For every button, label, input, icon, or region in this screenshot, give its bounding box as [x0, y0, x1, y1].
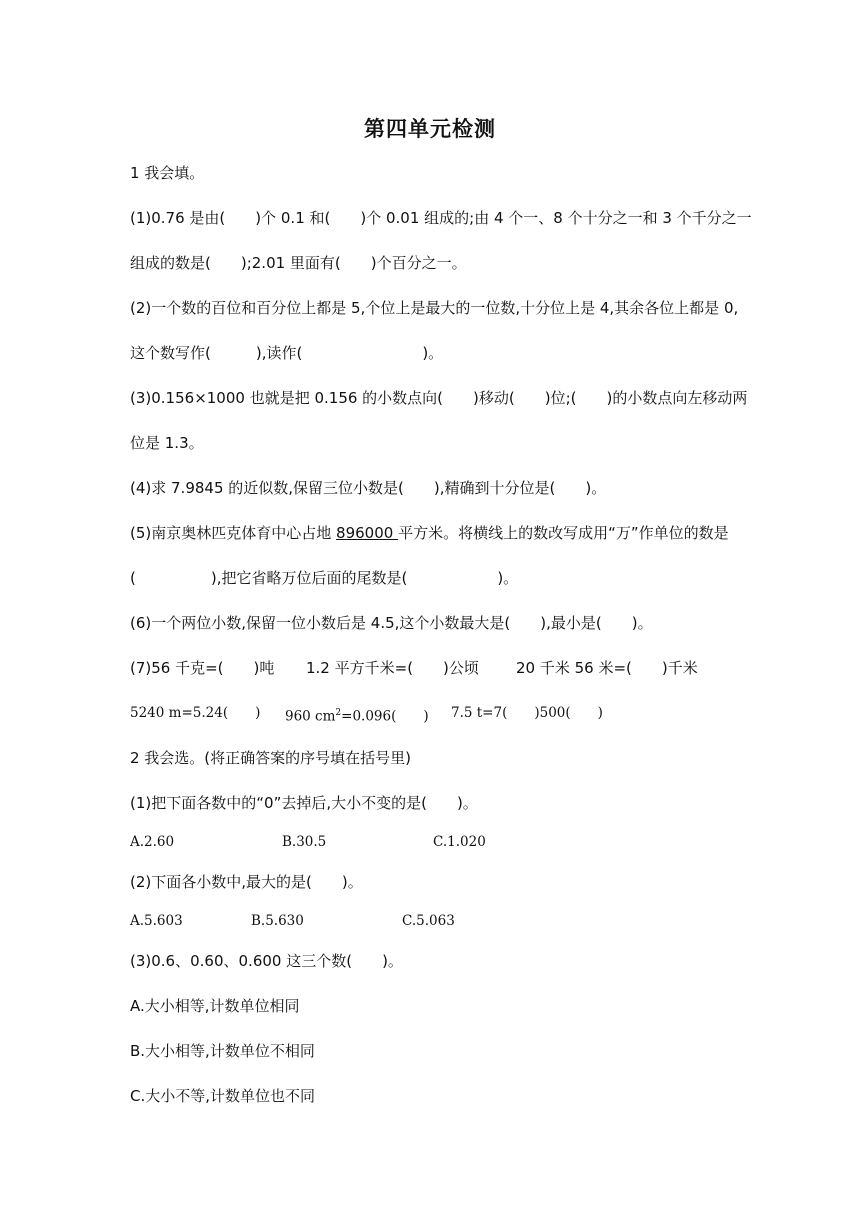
- s2-q1-option-a: A.2.60: [130, 834, 175, 850]
- q7-row2-item1: 5240 m=5.24( ): [130, 705, 261, 721]
- q7-row2-item2: [285, 703, 429, 727]
- section1-heading: 1 我会填。: [130, 164, 205, 182]
- q7-item1: (7)56 千克=( )吨: [130, 659, 275, 677]
- q5-underlined-number: 896000: [336, 524, 399, 542]
- s2-q2-option-a: A.5.603: [130, 913, 183, 929]
- q2-line2: 这个数写作( ),读作( )。: [130, 344, 444, 362]
- s2-q3: (3)0.6、0.60、0.600 这三个数( )。: [130, 952, 403, 970]
- q7-row2-item2-sup: 2: [335, 708, 342, 718]
- q1-line2: 组成的数是( );2.01 里面有( )个百分之一。: [130, 254, 467, 272]
- q5-prefix: (5)南京奥林匹克体育中心占地: [130, 524, 337, 542]
- section2-heading: 2 我会选。(将正确答案的序号填在括号里): [130, 749, 412, 767]
- q5-suffix: 平方米。将横线上的数改写成用“万”作单位的数是: [398, 524, 729, 542]
- q2-line1: (2)一个数的百位和百分位上都是 5,个位上是最大的一位数,十分位上是 4,其余各位上都是 0,: [130, 299, 739, 317]
- s2-q1-option-b: B.30.5: [282, 834, 327, 850]
- q7-item2: 1.2 平方千米=( )公顷: [306, 659, 479, 677]
- q6-line1: (6)一个两位小数,保留一位小数后是 4.5,这个小数最大是( ),最小是( )。: [130, 614, 653, 632]
- q4-line1: (4)求 7.9845 的近似数,保留三位小数是( ),精确到十分位是( )。: [130, 479, 607, 497]
- q7-row2-item2-b: =0.096( ): [341, 708, 429, 725]
- q3-line2: 位是 1.3。: [130, 434, 204, 452]
- q3-line1: (3)0.156×1000 也就是把 0.156 的小数点向( )移动( )位;( )的小数点向左移动两: [130, 389, 748, 407]
- s2-q2-option-c: C.5.063: [402, 913, 455, 929]
- q7-row2-item2-a: 960 cm: [285, 708, 336, 725]
- s2-q3-option-a: A.大小相等,计数单位相同: [130, 997, 300, 1015]
- q5-line1: [130, 523, 729, 545]
- q7-item3: 20 千米 56 米=( )千米: [516, 659, 698, 677]
- q5-line2: ( ),把它省略万位后面的尾数是( )。: [130, 569, 519, 587]
- s2-q1: (1)把下面各数中的“0”去掉后,大小不变的是( )。: [130, 794, 478, 812]
- s2-q3-option-c: C.大小不等,计数单位也不同: [130, 1087, 316, 1105]
- s2-q1-option-c: C.1.020: [433, 834, 486, 850]
- s2-q2: (2)下面各小数中,最大的是( )。: [130, 873, 363, 891]
- page-title: 第四单元检测: [364, 117, 496, 141]
- s2-q3-option-b: B.大小相等,计数单位不相同: [130, 1042, 315, 1060]
- q1-line1: (1)0.76 是由( )个 0.1 和( )个 0.01 组成的;由 4 个一、8 个十分之一和 3 个千分之一: [130, 209, 752, 227]
- q7-row2-item3: 7.5 t=7( )500( ): [451, 705, 603, 721]
- s2-q2-option-b: B.5.630: [251, 913, 304, 929]
